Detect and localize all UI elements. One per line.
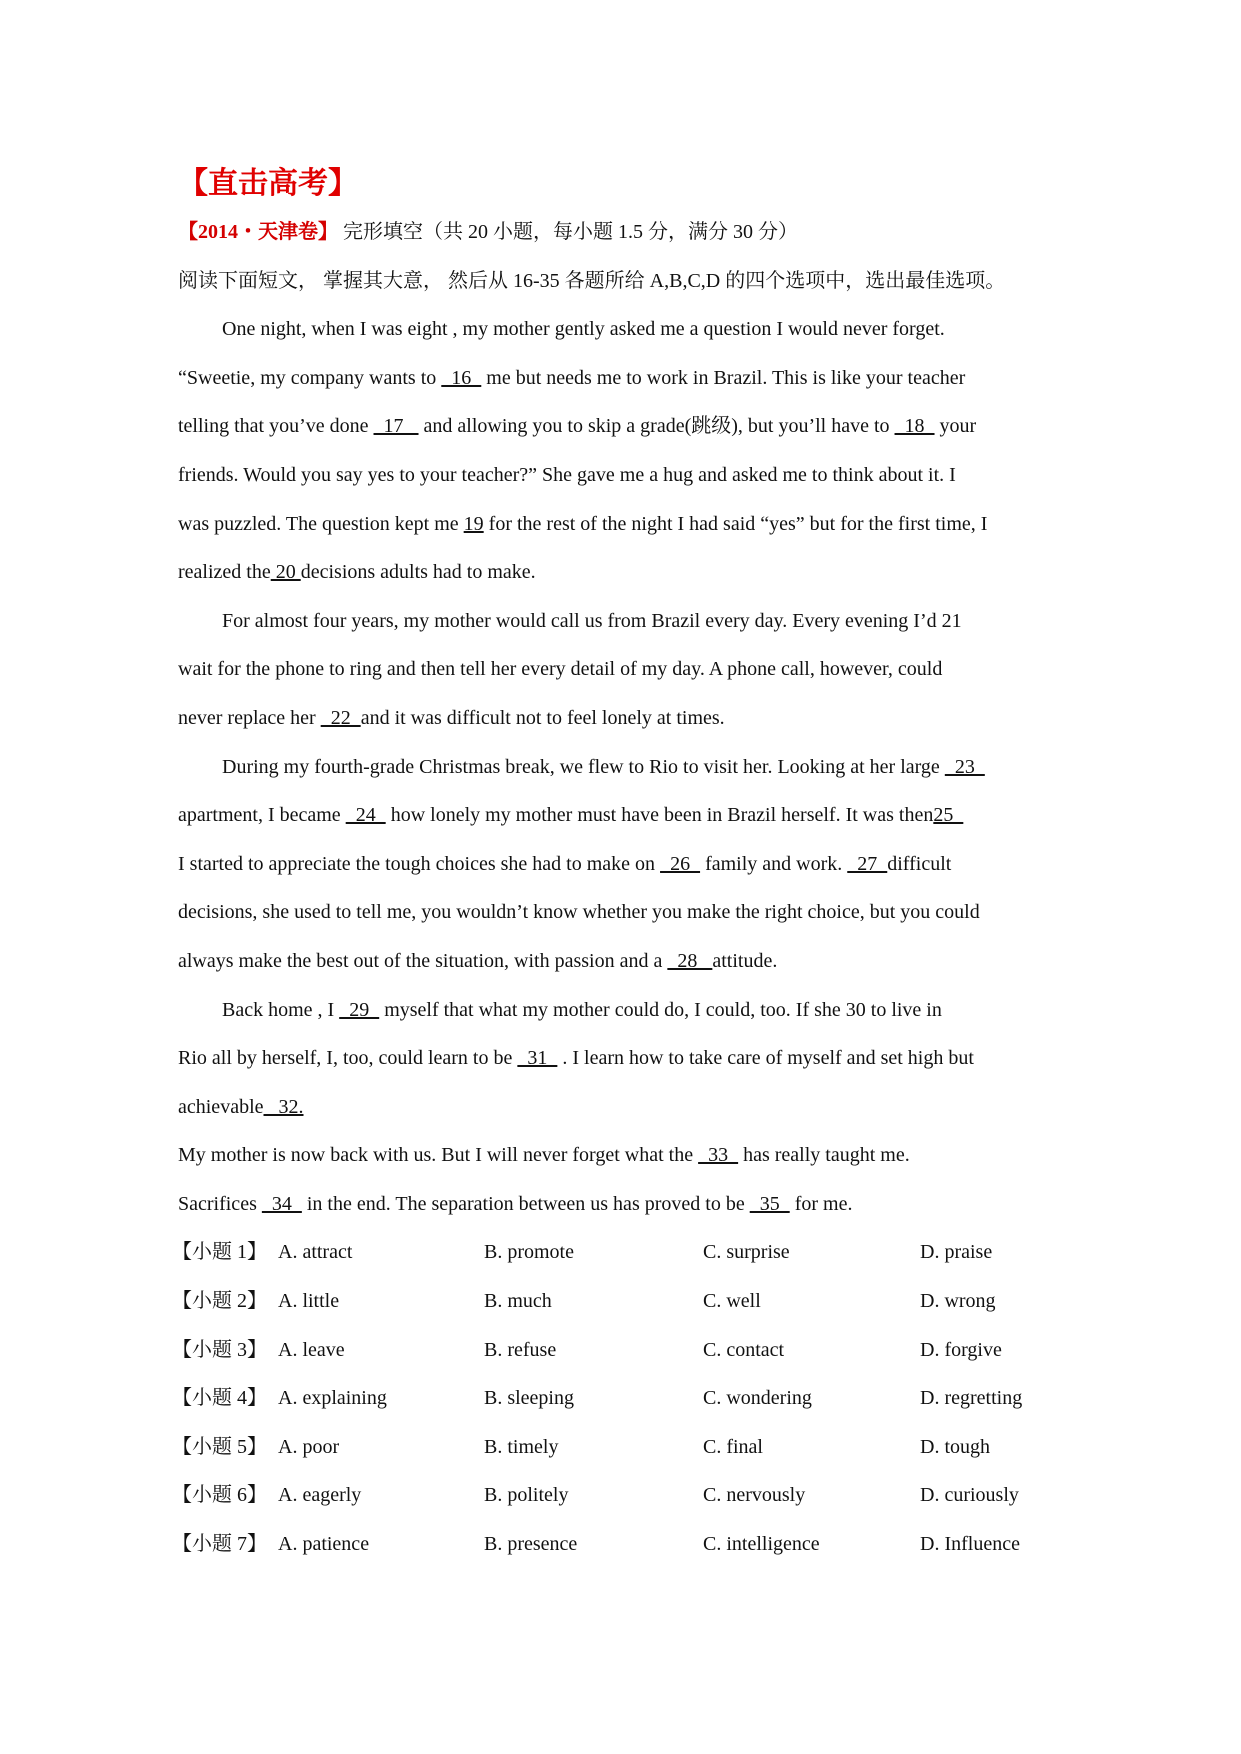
passage-line: Back home , I 29 myself that what my mother could do, I could, too. If she 30 to live in: [222, 998, 942, 1021]
option-d: D. regretting: [920, 1387, 1023, 1410]
question-row: [172, 1423, 1078, 1472]
passage-line: My mother is now back with us. But I will never forget what the 33 has really taught me.: [178, 1144, 910, 1167]
question-label: 【小题 3】: [172, 1338, 267, 1361]
passage-line: decisions, she used to tell me, you wouldn’t know whether you make the right choice, but you could: [178, 901, 980, 924]
blank-18: 18: [894, 415, 935, 438]
question-label: 【小题 4】: [172, 1387, 267, 1410]
section-heading: 【直击高考】: [178, 167, 358, 200]
blank-31: 31: [517, 1047, 558, 1070]
option-d: D. praise: [920, 1241, 993, 1264]
option-b: B. sleeping: [484, 1387, 574, 1410]
option-b: B. presence: [484, 1533, 578, 1556]
document-page: [172, 160, 1078, 1569]
passage-line: Rio all by herself, I, too, could learn to be 31 . I learn how to take care of myself and set high but: [178, 1047, 974, 1070]
passage-line: telling that you’ve done 17 and allowing you to skip a grade(跳级), but you’ll have to 18 your: [178, 415, 977, 438]
question-row: [172, 1277, 1078, 1326]
option-b: B. politely: [484, 1484, 569, 1507]
option-c: C. nervously: [703, 1484, 806, 1507]
blank-19: 19: [463, 512, 484, 535]
question-label: 【小题 2】: [172, 1290, 267, 1313]
section-description: 完形填空（共 20 小题，每小题 1.5 分，满分 30 分）: [343, 221, 798, 243]
option-a: A. attract: [278, 1241, 353, 1264]
question-row: [172, 1374, 1078, 1423]
blank-27: 27: [847, 852, 888, 875]
blank-35: 35: [749, 1192, 790, 1215]
passage-line: For almost four years, my mother would call us from Brazil every day. Every evening I’d 21: [222, 609, 962, 632]
option-c: C. wondering: [703, 1387, 812, 1410]
instruction-line: 阅读下面短文， 掌握其大意， 然后从 16-35 各题所给 A,B,C,D 的四个选项中，选出最佳选项。: [178, 269, 1006, 292]
question-label: 【小题 1】: [172, 1241, 267, 1264]
option-a: A. leave: [278, 1338, 345, 1361]
passage-line: always make the best out of the situation, with passion and a 28 attitude.: [178, 949, 778, 972]
exam-source-line: [178, 208, 1078, 257]
blank-22: 22: [320, 706, 361, 729]
passage-line: apartment, I became 24 how lonely my mother must have been in Brazil herself. It was then25: [178, 804, 964, 827]
passage-line: During my fourth-grade Christmas break, we flew to Rio to visit her. Looking at her large 23: [222, 755, 985, 778]
option-d: D. Influence: [920, 1533, 1020, 1556]
passage-line: Sacrifices 34 in the end. The separation between us has proved to be 35 for me.: [178, 1192, 853, 1215]
blank-25: 25: [933, 804, 964, 827]
option-d: D. tough: [920, 1435, 990, 1458]
option-d: D. forgive: [920, 1338, 1002, 1361]
passage-line: “Sweetie, my company wants to 16 me but needs me to work in Brazil. This is like your teacher: [178, 366, 966, 389]
option-a: A. eagerly: [278, 1484, 362, 1507]
option-a: A. explaining: [278, 1387, 387, 1410]
option-d: D. wrong: [920, 1290, 996, 1313]
option-a: A. little: [278, 1290, 340, 1313]
option-b: B. promote: [484, 1241, 574, 1264]
question-row: [172, 1228, 1078, 1277]
option-a: A. poor: [278, 1435, 340, 1458]
blank-17: 17: [373, 415, 419, 438]
blank-16: 16: [441, 366, 482, 389]
blank-32: 32.: [263, 1095, 304, 1118]
passage-line: achievable 32.: [178, 1095, 304, 1118]
question-label: 【小题 7】: [172, 1533, 267, 1556]
option-c: C. well: [703, 1290, 761, 1313]
blank-29: 29: [339, 998, 380, 1021]
blank-33: 33: [698, 1144, 739, 1167]
passage-line: One night, when I was eight , my mother gently asked me a question I would never forget.: [222, 318, 945, 341]
blank-24: 24: [345, 804, 386, 827]
question-row: [172, 1520, 1078, 1569]
passage-line: wait for the phone to ring and then tell her every detail of my day. A phone call, however, could: [178, 658, 943, 681]
option-b: B. refuse: [484, 1338, 557, 1361]
passage-line: realized the 20 decisions adults had to make.: [178, 561, 536, 584]
blank-26: 26: [660, 852, 701, 875]
passage-line: I started to appreciate the tough choices she had to make on 26 family and work. 27 difficult: [178, 852, 952, 875]
option-c: C. contact: [703, 1338, 785, 1361]
option-c: C. intelligence: [703, 1533, 820, 1556]
question-row: [172, 1326, 1078, 1375]
blank-20: 20: [270, 561, 301, 584]
blank-28: 28: [667, 949, 713, 972]
question-label: 【小题 5】: [172, 1435, 267, 1458]
exam-source: 【2014・天津卷】: [178, 221, 338, 243]
option-c: C. surprise: [703, 1241, 790, 1264]
option-b: B. timely: [484, 1435, 559, 1458]
passage-line: friends. Would you say yes to your teacher?” She gave me a hug and asked me to think about it. I: [178, 463, 956, 486]
option-d: D. curiously: [920, 1484, 1019, 1507]
question-row: [172, 1471, 1078, 1520]
option-c: C. final: [703, 1435, 763, 1458]
blank-34: 34: [261, 1192, 302, 1215]
passage-line: was puzzled. The question kept me 19 for the rest of the night I had said “yes” but for the first time, I: [178, 512, 988, 535]
option-a: A. patience: [278, 1533, 370, 1556]
option-b: B. much: [484, 1290, 552, 1313]
blank-23: 23: [944, 755, 985, 778]
passage-line: never replace her 22 and it was difficult not to feel lonely at times.: [178, 706, 725, 729]
question-label: 【小题 6】: [172, 1484, 267, 1507]
